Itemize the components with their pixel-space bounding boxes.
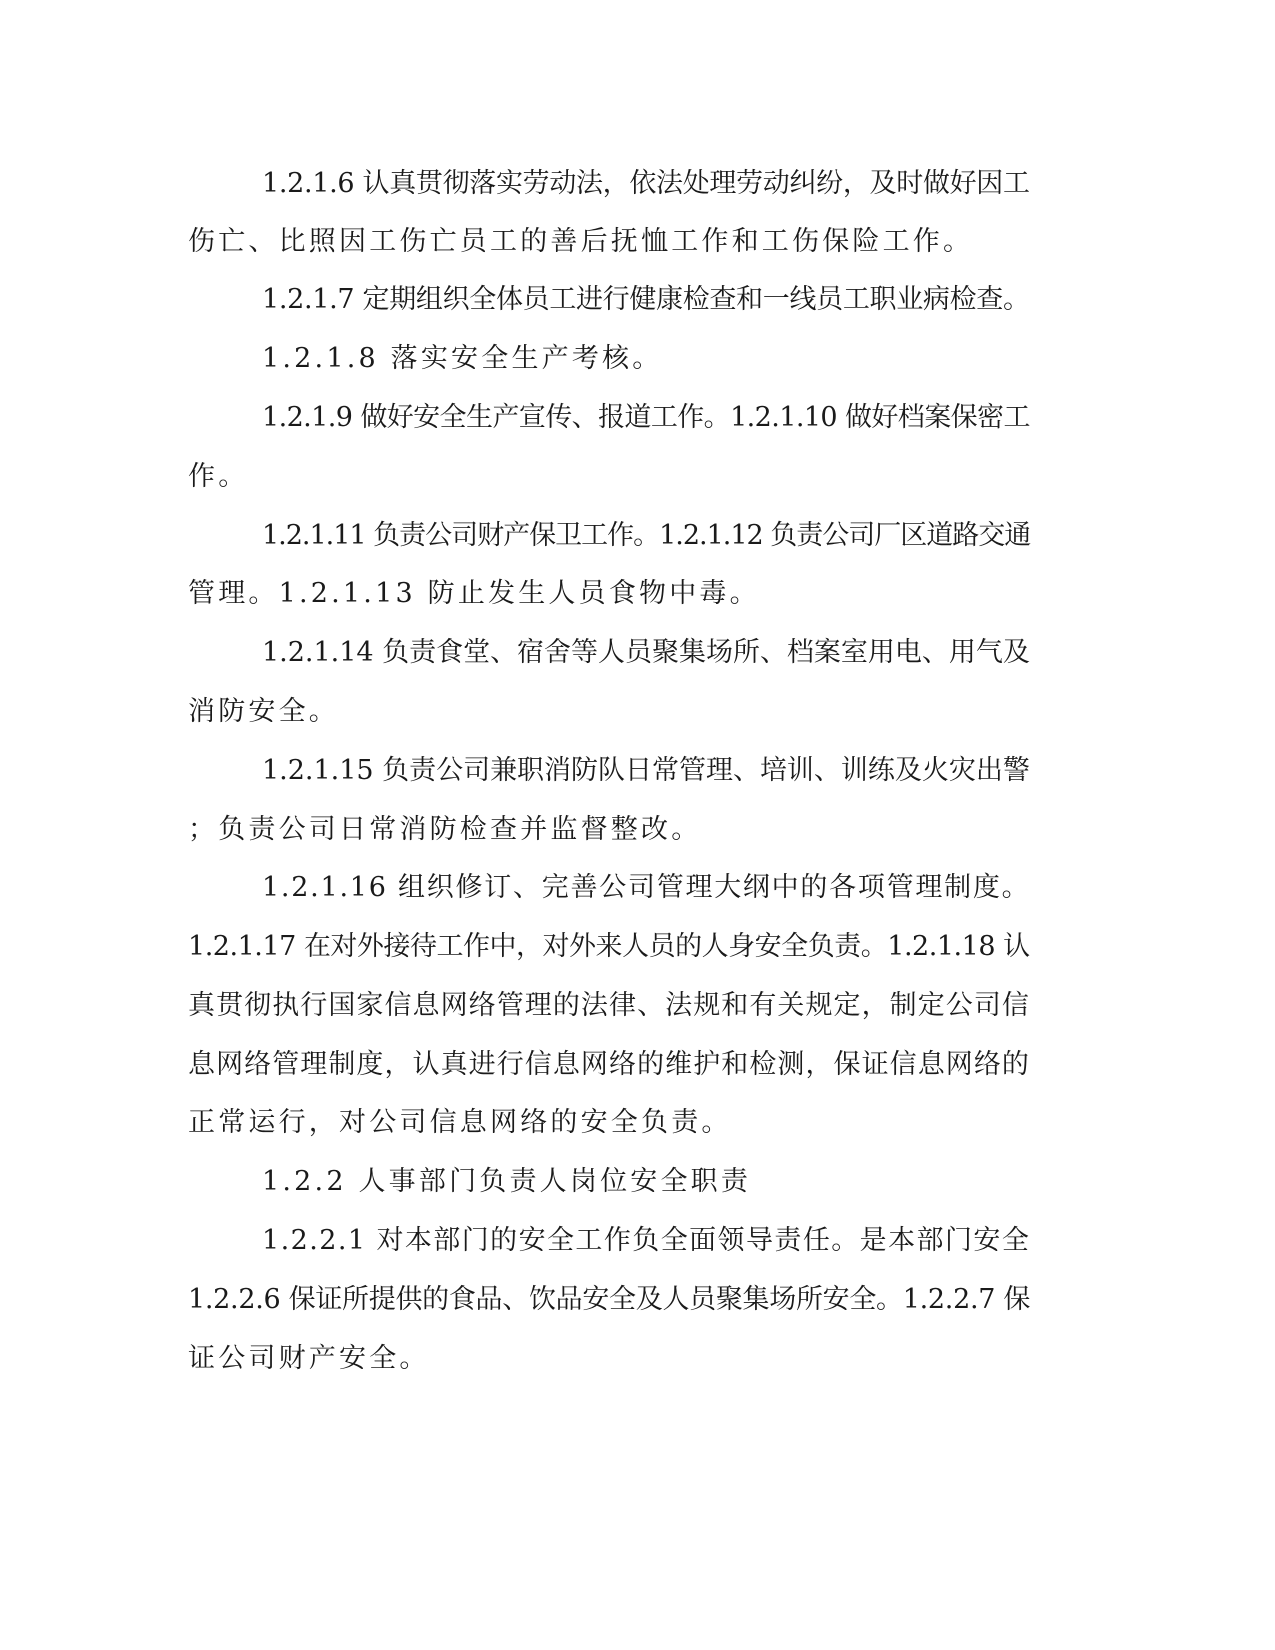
paragraph-1-2-1-15-line-2: ；负责公司日常消防检查并监督整改。 bbox=[188, 814, 702, 845]
paragraph-1-2-1-14-line-1: 1.2.1.14 负责食堂、宿舍等人员聚集场所、档案室用电、用气及 bbox=[262, 637, 1030, 668]
paragraph-1-2-1-16: 1.2.1.16 组织修订、完善公司管理大纲中的各项管理制度。 bbox=[262, 872, 1031, 903]
paragraph-1-2-1-18-line-1: 真贯彻执行国家信息网络管理的法律、法规和有关规定，制定公司信 bbox=[188, 990, 1030, 1021]
paragraph-1-2-1-18-line-2: 息网络管理制度，认真进行信息网络的维护和检测，保证信息网络的 bbox=[188, 1049, 1030, 1080]
paragraph-1-2-1-9-line-1: 1.2.1.9 做好安全生产宣传、报道工作。1.2.1.10 做好档案保密工 bbox=[262, 402, 1030, 433]
section-heading-1-2-2: 1.2.2 人事部门负责人岗位安全职责 bbox=[262, 1166, 752, 1197]
paragraph-1-2-1-18-line-3: 正常运行，对公司信息网络的安全负责。 bbox=[188, 1107, 732, 1138]
paragraph-1-2-1-6-line-2: 伤亡、比照因工伤亡员工的善后抚恤工作和工伤保险工作。 bbox=[188, 226, 974, 257]
paragraph-1-2-1-11-line-1: 1.2.1.11 负责公司财产保卫工作。1.2.1.12 负责公司厂区道路交通 bbox=[262, 520, 1031, 551]
paragraph-1-2-2-6-line-1: 1.2.2.6 保证所提供的食品、饮品安全及人员聚集场所安全。1.2.2.7 保 bbox=[188, 1284, 1031, 1315]
paragraph-1-2-1-8: 1.2.1.8 落实安全生产考核。 bbox=[262, 343, 663, 374]
paragraph-1-2-2-1: 1.2.2.1 对本部门的安全工作负全面领导责任。是本部门安全 bbox=[262, 1225, 1031, 1256]
paragraph-1-2-1-17-line-1: 1.2.1.17 在对外接待工作中，对外来人员的人身安全负责。1.2.1.18 认 bbox=[188, 931, 1030, 962]
paragraph-1-2-1-9-line-2: 作。 bbox=[188, 461, 249, 492]
paragraph-1-2-1-15-line-1: 1.2.1.15 负责公司兼职消防队日常管理、培训、训练及火灾出警 bbox=[262, 755, 1030, 786]
paragraph-1-2-1-11-line-2: 管理。1.2.1.13 防止发生人员食物中毒。 bbox=[188, 578, 760, 609]
paragraph-1-2-1-6-line-1: 1.2.1.6 认真贯彻落实劳动法，依法处理劳动纠纷，及时做好因工 bbox=[262, 168, 1030, 199]
paragraph-1-2-1-14-line-2: 消防安全。 bbox=[188, 696, 339, 727]
paragraph-1-2-1-7: 1.2.1.7 定期组织全体员工进行健康检查和一线员工职业病检查。 bbox=[262, 284, 1030, 315]
paragraph-1-2-2-6-line-2: 证公司财产安全。 bbox=[188, 1343, 430, 1374]
